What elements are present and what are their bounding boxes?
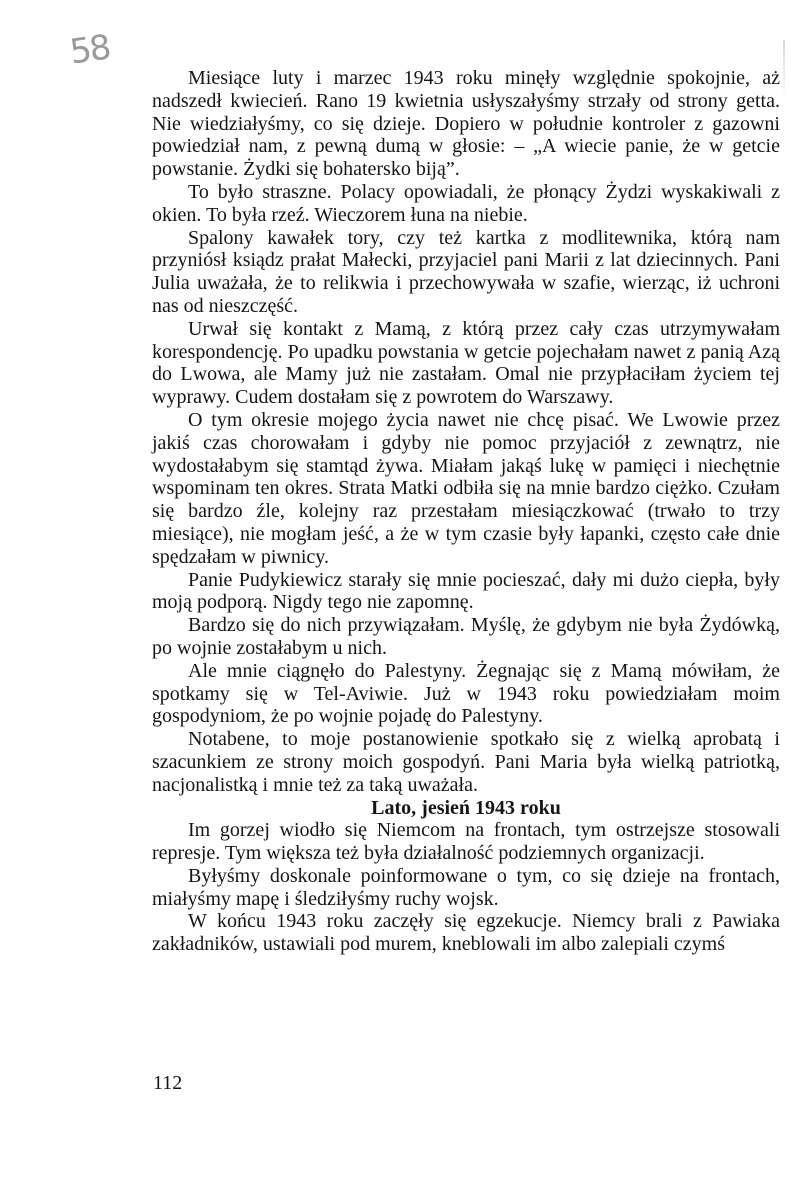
paragraph: Notabene, to moje postanowienie spotkało się z wielką aprobatą i szacunkiem ze strony moich gospodyń. Pani Maria była wielką patriotką, nacjonalistką i mnie też za taką uważała.	[152, 728, 780, 796]
paragraph: Bardzo się do nich przywiązałam. Myślę, że gdybym nie była Żydówką, po wojnie zostałabym u nich.	[152, 614, 780, 659]
paragraph: Panie Pudykiewicz starały się mnie pocieszać, dały mi dużo ciepła, były moją podporą. Nigdy tego nie zapomnę.	[152, 568, 780, 614]
paragraph: Byłyśmy doskonale poinformowane o tym, co się dzieje na frontach, miałyśmy mapę i śledziłyśmy ruchy wojsk.	[152, 864, 780, 910]
paragraph: Spalony kawałek tory, czy też kartka z modlitewnika, którą nam przyniósł ksiądz prałat Małecki, przyjaciel pani Marii z lat dziecinnych. Pani Julia uważała, że to relikwia i przechowywała w szafie, wierząc, iż uchroni nas od nieszczęść.	[152, 226, 780, 317]
paragraph: Im gorzej wiodło się Niemcom na frontach, tym ostrzejsze stosowali represje. Tym większa też była działalność podziemnych organizacji.	[152, 819, 780, 865]
paragraph: Miesiące luty i marzec 1943 roku minęły względnie spokojnie, aż nadszedł kwiecień. Rano 19 kwietnia usłyszałyśmy strzały od strony getta. Nie wiedziałyśmy, co się dzieje. Dopiero w południe kontroler z gazowni powiedział nam, z pewną dumą w głosie: – „A wiecie panie, że w getcie powstanie. Żydki się bohatersko biją”.	[152, 67, 780, 181]
handwritten-page-note: 58	[67, 27, 112, 73]
page-edge-mark	[783, 40, 785, 100]
paragraph: To było straszne. Polacy opowiadali, że płonący Żydzi wyskakiwali z okien. To była rzeź. Wieczorem łuna na niebie.	[152, 180, 780, 226]
paragraph: Ale mnie ciągnęło do Palestyny. Żegnając się z Mamą mówiłam, że spotkamy się w Tel-Aviwie. Już w 1943 roku powiedziałam moim gospodyniom, że po wojnie pojadę do Palestyny.	[152, 659, 780, 728]
page-body	[152, 67, 780, 956]
paragraph: Urwał się kontakt z Mamą, z którą przez cały czas utrzymywałam korespondencję. Po upadku powstania w getcie pojechałam nawet z panią Azą do Lwowa, ale Mamy już nie zastałam. Omal nie przypłaciłam życiem tej wyprawy. Cudem dostałam się z powrotem do Warszawy.	[152, 317, 780, 409]
paragraph: O tym okresie mojego życia nawet nie chcę pisać. We Lwowie przez jakiś czas chorowałam i gdyby nie pomoc przyjaciół z zewnątrz, nie wydostałabym się stamtąd żywa. Miałam jakąś lukę w pamięci i niechętnie wspominam ten okres. Strata Matki odbiła się na mnie bardzo ciężko. Czułam się bardzo źle, kolejny raz przestałam miesiączkować (trwało to trzy miesiące), nie mogłam jeść, a że w tym czasie były łapanki, często całe dnie spędzałam w piwnicy.	[152, 408, 780, 568]
page-number: 112	[153, 1072, 183, 1094]
paragraph: W końcu 1943 roku zaczęły się egzekucje. Niemcy brali z Pawiaka zakładników, ustawiali pod murem, kneblowali im albo zalepiali czymś	[152, 910, 780, 956]
section-title: Lato, jesień 1943 roku	[371, 796, 561, 819]
